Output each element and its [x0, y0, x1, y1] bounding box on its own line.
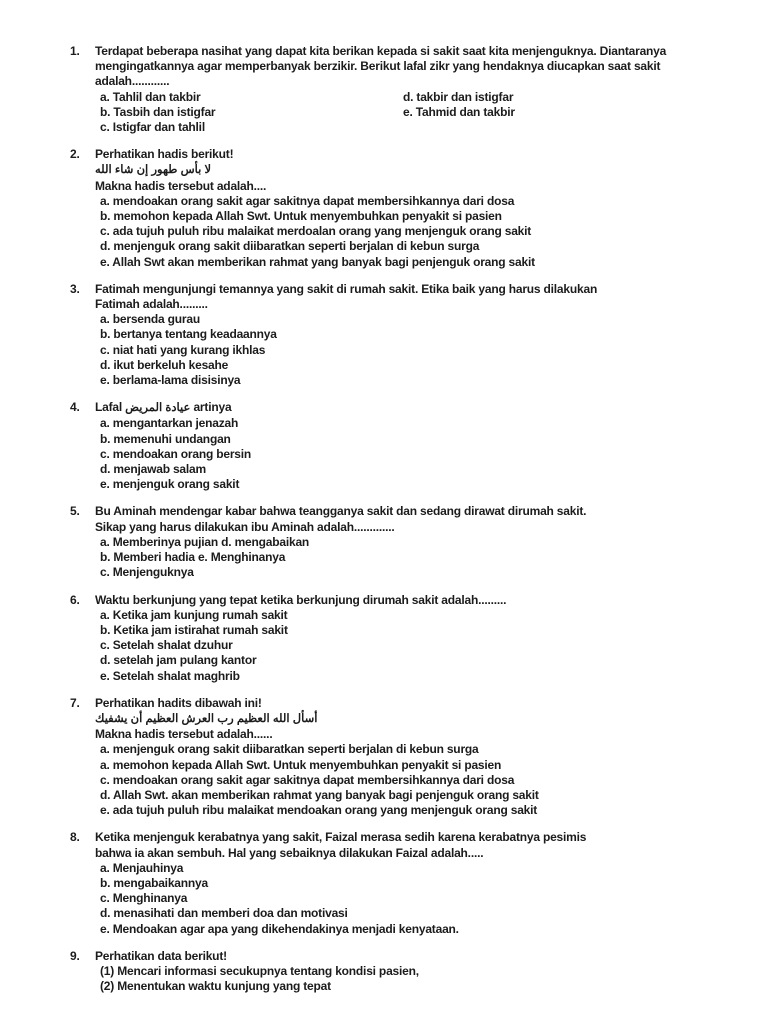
option-line: a. Ketika jam kunjung rumah sakit — [100, 607, 288, 622]
option-line: e. ada tujuh puluh ribu malaikat mendoakan orang yang menjenguk orang sakit — [100, 803, 538, 818]
option-line: a. mengantarkan jenazah — [100, 416, 239, 431]
question — [70, 282, 712, 388]
question-stem-line: Ketika menjenguk kerabatnya yang sakit, Faizal merasa sedih karena kerabatnya pesimis — [95, 830, 587, 845]
question-stem-line: Fatimah adalah......... — [95, 297, 208, 312]
option-line: a. menjenguk orang sakit diibaratkan seperti berjalan di kebun surga — [100, 742, 479, 757]
arabic-text-line — [95, 162, 712, 178]
question-body — [95, 696, 712, 819]
question-number: 9. — [70, 948, 80, 963]
option-line: a. memohon kepada Allah Swt. Untuk menyembuhkan penyakit si pasien — [100, 757, 502, 772]
question-stem-line — [95, 400, 712, 416]
question-stem-line: Terdapat beberapa nasihat yang dapat kita berikan kepada si sakit saat kita menjenguknya. Diantaranya — [95, 44, 667, 58]
option-line: c. mendoakan orang bersin — [100, 446, 252, 461]
question-number: 6. — [70, 592, 80, 607]
question-body — [95, 44, 712, 135]
question-stem-line: Waktu berkunjung yang tepat ketika berkunjung dirumah sakit adalah......... — [95, 592, 507, 607]
option-line: b. Memberi hadia e. Menghinanya — [100, 550, 286, 565]
question-stem-line: adalah............ — [95, 74, 170, 89]
option-line: d. menjawab salam — [100, 462, 206, 477]
question-stem-line: bahwa ia akan sembuh. Hal yang sebaiknya dilakukan Faizal adalah..... — [95, 845, 484, 860]
option-line: c. ada tujuh puluh ribu malaikat merdoalan orang yang menjenguk orang sakit — [100, 224, 532, 239]
option-line: a. bersenda gurau — [100, 312, 200, 327]
question-body — [95, 949, 712, 995]
arabic-text: عيادة المريض — [125, 402, 191, 415]
question-number: 7. — [70, 695, 80, 710]
question — [70, 504, 712, 580]
option-line: e. Allah Swt akan memberikan rahmat yang banyak bagi penjenguk orang sakit — [100, 254, 535, 269]
question-stem-line: Fatimah mengunjungi temannya yang sakit di rumah sakit. Etika baik yang harus dilakukan — [95, 281, 598, 296]
question-body — [95, 400, 712, 492]
question — [70, 44, 712, 135]
option-line: d. ikut berkeluh kesahe — [100, 357, 229, 372]
option-row — [95, 105, 712, 120]
question-body — [95, 593, 712, 684]
stem-text-part: artinya — [190, 400, 232, 415]
option-column-right: d. takbir dan istigfar — [403, 89, 514, 104]
question-number: 8. — [70, 830, 80, 845]
question-stem-line: Perhatikan data berikut! — [95, 948, 227, 963]
option-line: e. menjenguk orang sakit — [100, 477, 240, 492]
option-line: d. menjenguk orang sakit diibaratkan seperti berjalan di kebun surga — [100, 239, 480, 254]
arabic-text: لا بأس طهور إن شاء الله — [95, 164, 212, 177]
question-body — [95, 147, 712, 270]
question — [70, 696, 712, 819]
option-row — [95, 90, 712, 105]
option-column-left: b. Tasbih dan istigfar — [100, 104, 216, 119]
question — [70, 147, 712, 270]
option-line: b. memenuhi undangan — [100, 431, 231, 446]
question-stem-line: Perhatikan hadis berikut! — [95, 147, 234, 162]
question-stem-line: Makna hadis tersebut adalah...... — [95, 727, 273, 742]
arabic-text-line — [95, 711, 712, 727]
option-line: (1) Mencari informasi secukupnya tentang kondisi pasien, — [100, 963, 419, 978]
option-line: a. Memberinya pujian d. mengabaikan — [100, 534, 310, 549]
option-line: a. Menjauhinya — [100, 860, 184, 875]
option-line: c. mendoakan orang sakit agar sakitnya dapat membersihkannya dari dosa — [100, 772, 515, 787]
option-column-right — [403, 120, 712, 135]
option-line: c. niat hati yang kurang ikhlas — [100, 342, 266, 357]
question-stem-line: Makna hadis tersebut adalah.... — [95, 178, 267, 193]
question-stem-line: Perhatikan hadits dibawah ini! — [95, 695, 262, 710]
question-number: 3. — [70, 281, 80, 296]
option-column-left: c. Istigfar dan tahlil — [100, 120, 205, 135]
option-row — [95, 120, 712, 135]
option-line: e. Setelah shalat maghrib — [100, 668, 240, 683]
question-number: 2. — [70, 147, 80, 162]
question-number: 4. — [70, 400, 80, 415]
option-line: b. mengabaikannya — [100, 875, 208, 890]
questions-list — [70, 44, 712, 994]
option-line: a. mendoakan orang sakit agar sakitnya dapat membersihkannya dari dosa — [100, 193, 515, 208]
question — [70, 949, 712, 995]
option-line: e. berlama-lama disisinya — [100, 373, 241, 388]
option-line: c. Menghinanya — [100, 891, 188, 906]
question-stem-line: Bu Aminah mendengar kabar bahwa teangganya sakit dan sedang dirawat dirumah sakit. — [95, 504, 587, 519]
option-line: c. Setelah shalat dzuhur — [100, 638, 233, 653]
option-column-right: e. Tahmid dan takbir — [403, 104, 515, 119]
arabic-text: أسأل الله العظيم رب العرش العظيم أن يشفيك — [95, 712, 318, 725]
question-body — [95, 830, 712, 936]
option-line: b. bertanya tentang keadaannya — [100, 327, 277, 342]
option-column-left: a. Tahlil dan takbir — [100, 89, 201, 104]
question — [70, 593, 712, 684]
question — [70, 830, 712, 936]
question-stem-line: Sikap yang harus dilakukan ibu Aminah adalah............. — [95, 519, 395, 534]
question-stem-line: mengingatkannya agar memperbanyak berzikir. Berikut lafal zikr yang hendaknya diucapkan saat sakit — [95, 59, 661, 74]
option-line: d. Allah Swt. akan memberikan rahmat yang banyak bagi penjenguk orang sakit — [100, 787, 539, 802]
question-body — [95, 504, 712, 580]
option-line: d. setelah jam pulang kantor — [100, 653, 257, 668]
option-line: d. menasihati dan memberi doa dan motivasi — [100, 906, 348, 921]
option-line: e. Mendoakan agar apa yang dikehendakinya menjadi kenyataan. — [100, 921, 459, 936]
question-number: 5. — [70, 504, 80, 519]
question — [70, 400, 712, 492]
option-line: (2) Menentukan waktu kunjung yang tepat — [100, 979, 331, 994]
question-number: 1. — [70, 44, 80, 58]
stem-text-part: Lafal — [95, 400, 126, 415]
question-body — [95, 282, 712, 388]
option-line: c. Menjenguknya — [100, 565, 194, 580]
option-line: b. Ketika jam istirahat rumah sakit — [100, 622, 288, 637]
option-line: b. memohon kepada Allah Swt. Untuk menyembuhkan penyakit si pasien — [100, 209, 502, 224]
